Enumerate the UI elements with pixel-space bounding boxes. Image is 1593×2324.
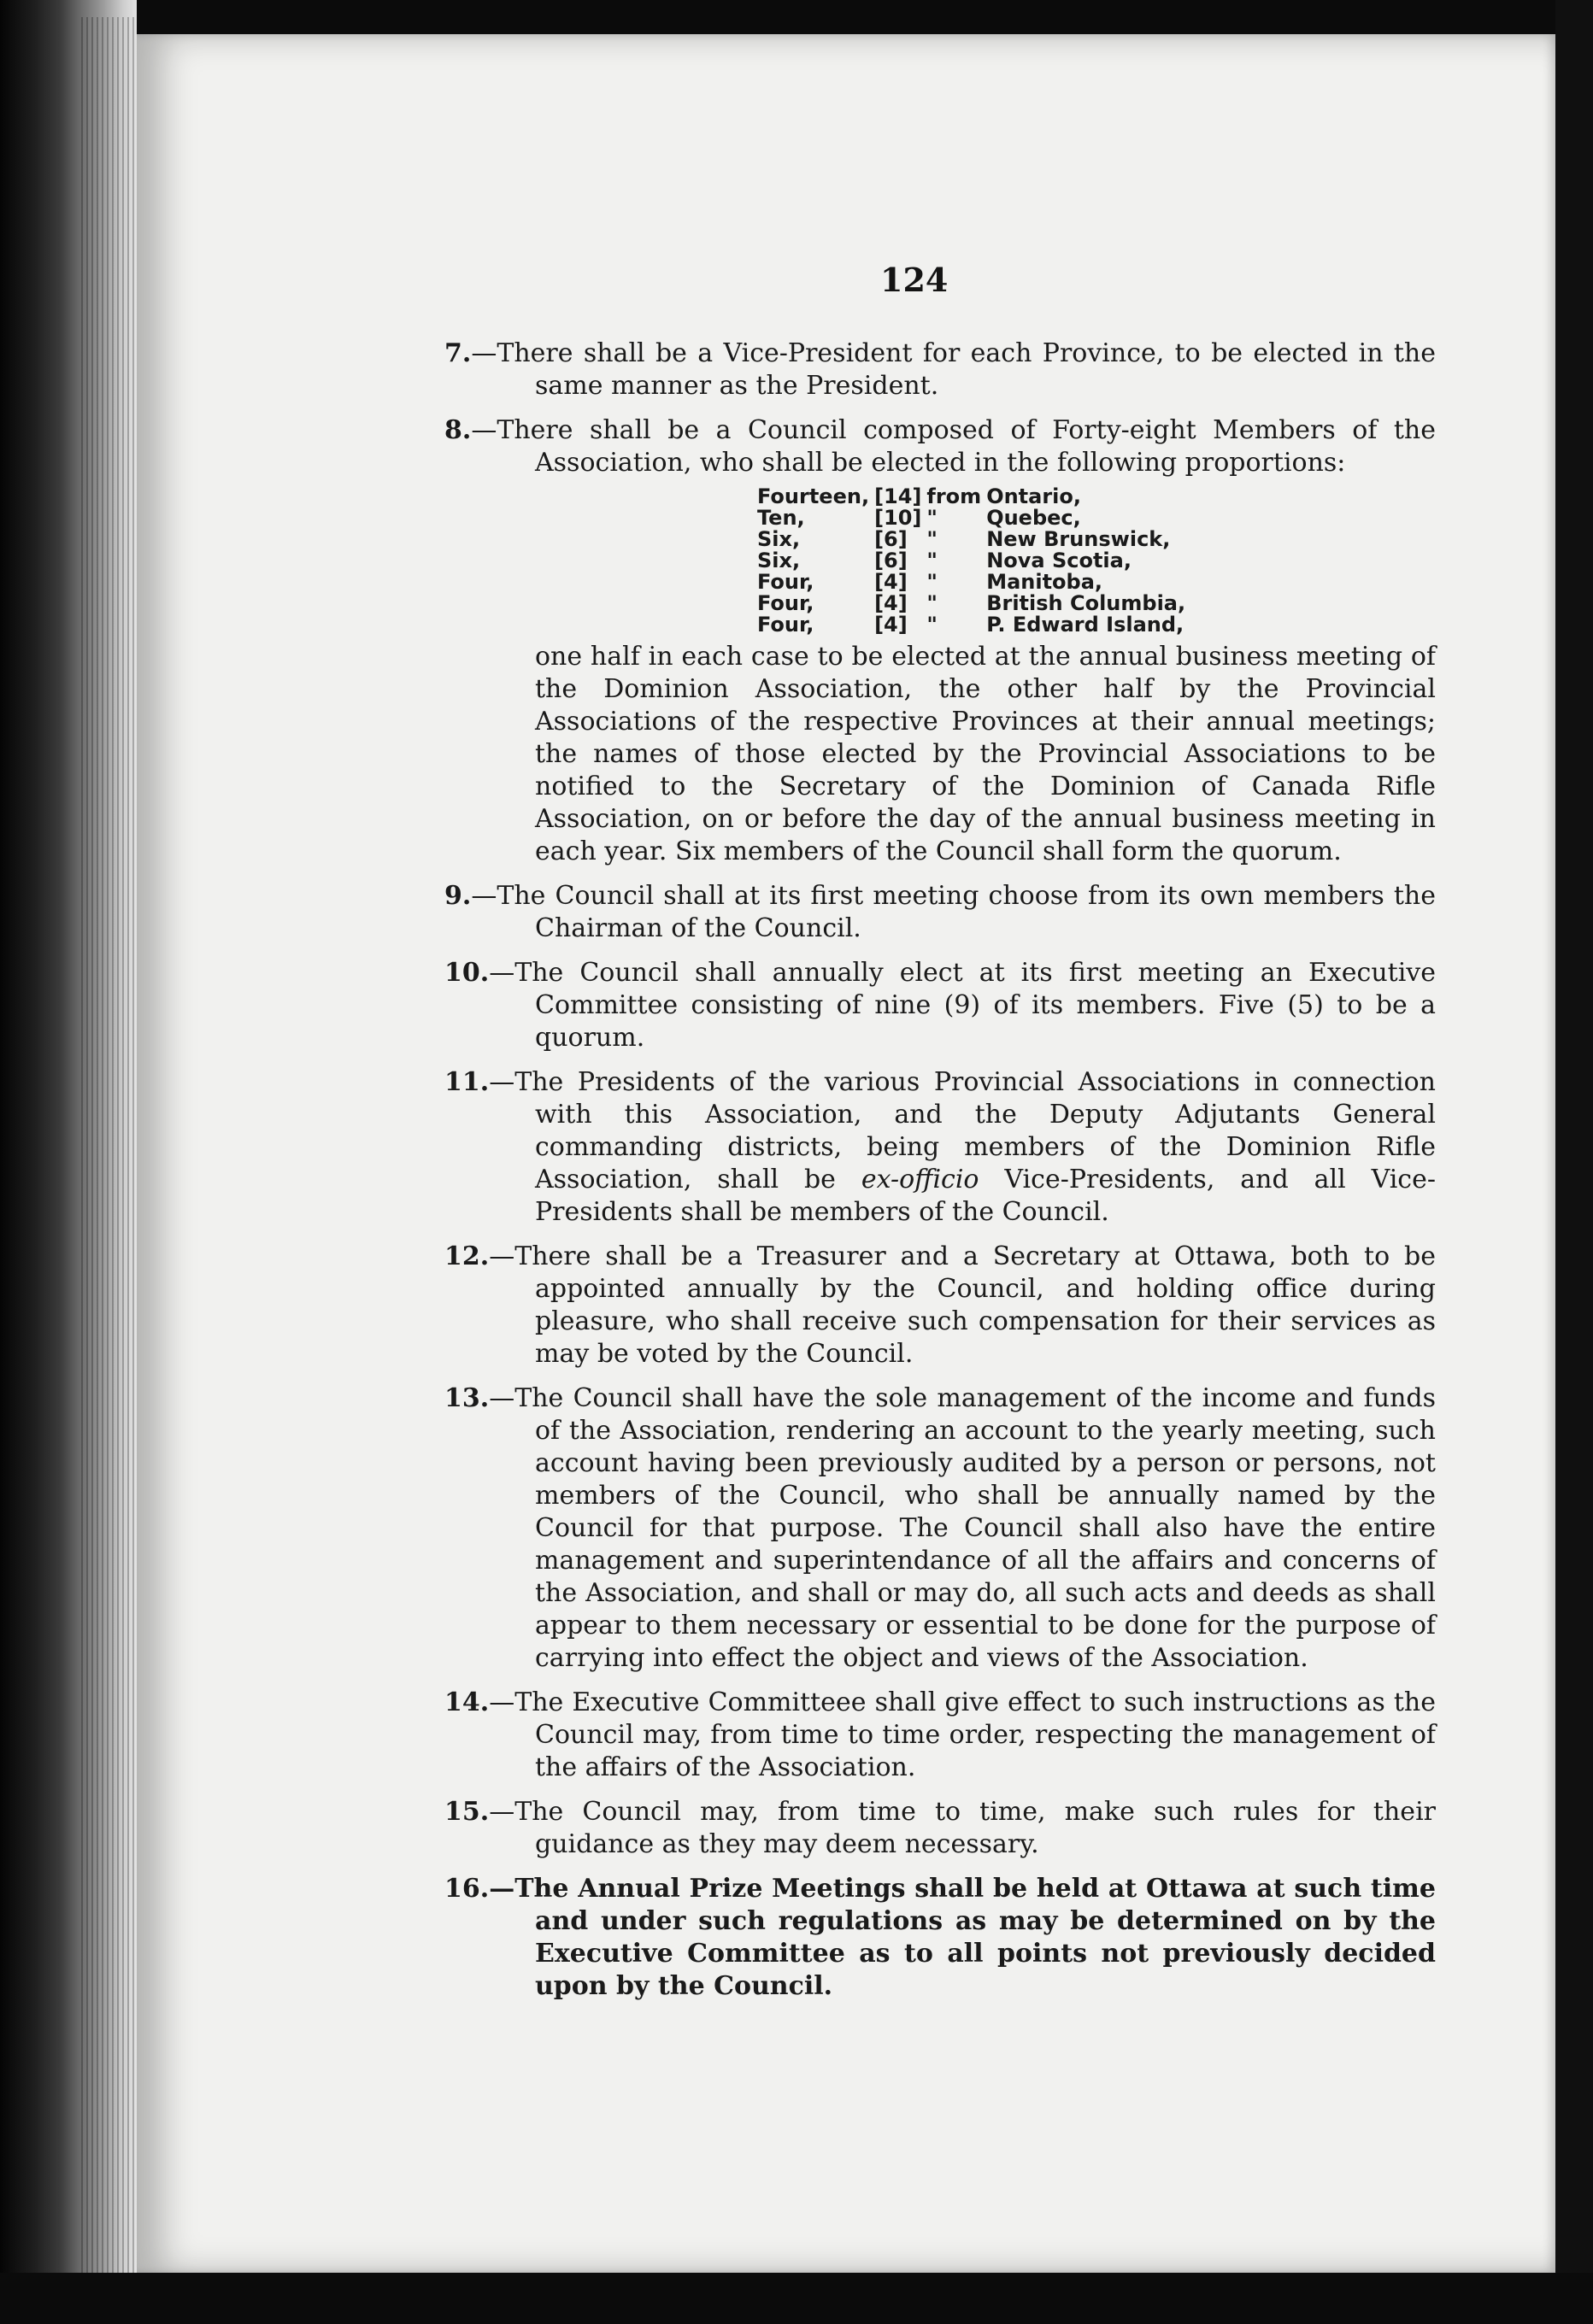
distribution-row [757,614,1190,636]
distribution-count-number: [6] [874,549,908,572]
scan-bottom-border [0,2273,1593,2324]
paragraph-text: —There shall be a Council composed of Forty-eight Members of the Association, who shall be elected in the following proportions: [471,415,1436,478]
paragraph-text: —The Council may, from time to time, make such rules for their guidance as they may deem necessary. [489,1797,1436,1859]
council-distribution-table [757,486,1190,636]
ex-officio-term: ex-officio [861,1165,979,1194]
paragraph-number: 12. [444,1241,490,1271]
distribution-count-words: Ten, [757,506,805,530]
distribution-row [757,529,1190,550]
distribution-count-words: Six, [757,527,801,551]
paragraph-number: 16. [444,1874,490,1904]
distribution-province: Ontario, [986,484,1082,508]
paragraph-11 [444,1066,1436,1229]
paragraph-number: 11. [444,1067,490,1097]
paragraph-8-continued: one half in each case to be elected at the annual business meeting of the Dominion Association, the other half by the Provincial Associations of the respective Provinces at their annual meetings; the names of those elected by the Provincial Associations to be notified to the Secretary of the Dominion of Canada Rifle Association, on or before the day of the annual business meeting in each year. Six members of the Council shall form the quorum. [535,642,1436,866]
paragraph-text: —The Executive Committeee shall give effect to such instructions as the Council may, from time to time order, respecting the management of the affairs of the Association. [489,1687,1436,1782]
paragraph-10 [444,957,1436,1054]
paragraph-text: —There shall be a Treasurer and a Secretary at Ottawa, both to be appointed annually by the Council, and holding office during pleasure, who shall receive such compensation for their services as may be voted by the Council. [489,1241,1436,1369]
distribution-province: New Brunswick, [986,527,1171,551]
paragraph-7 [444,337,1436,402]
page-edges [81,17,137,2307]
paragraph-text: —The Council shall at its first meeting choose from its own members the Chairman of the Council. [471,881,1436,943]
paragraph-14 [444,1687,1436,1784]
paragraph-number: 15. [444,1797,490,1827]
paragraph-15 [444,1796,1436,1861]
paragraph-13 [444,1382,1436,1675]
distribution-from: " [926,506,938,530]
distribution-count-words: Six, [757,549,801,572]
paragraph-text: —The Annual Prize Meetings shall be held at Ottawa at such time and under such regulations as may be determined on by the Executive Committee as to all points not previously decided upon by the Council. [489,1874,1436,2001]
paragraph-text: Vice-Presidents, and all Vice-Presidents shall be members of the Council. [535,1165,1436,1227]
paragraph-8 [444,414,1436,479]
paragraph-number: 13. [444,1383,490,1413]
distribution-from: " [926,570,938,594]
paragraph-text: —There shall be a Vice-President for each Province, to be elected in the same manner as the President. [471,338,1436,401]
distribution-province: Nova Scotia, [986,549,1132,572]
distribution-province: P. Edward Island, [986,613,1184,637]
distribution-from: " [926,527,938,551]
distribution-row [757,508,1190,529]
distribution-from: " [926,613,938,637]
distribution-from: " [926,591,938,615]
distribution-count-number: [10] [874,506,922,530]
paragraph-text: —The Presidents of the various Provincial Associations in connection with this Association, and the Deputy Adjutants General commanding districts, being members of the Dominion Rifle Association, shall be [489,1067,1436,1194]
paragraph-number: 8. [444,415,472,445]
distribution-province: British Columbia, [986,591,1186,615]
distribution-count-words: Four, [757,570,814,594]
paragraph-16 [444,1873,1436,2003]
distribution-count-number: [4] [874,613,908,637]
paragraph-number: 7. [444,338,472,368]
scan-right-border [1555,0,1593,2324]
distribution-count-number: [14] [874,484,922,508]
distribution-province: Quebec, [986,506,1081,530]
paragraph-9 [444,880,1436,945]
paragraph-text: —The Council shall have the sole management of the income and funds of the Association, rendering an account to the yearly meeting, such account having been previously audited by a person or persons, not members of the Council, who shall be annually named by the Council for that purpose. The Council shall also have the entire management and superintendance of all the affairs and concerns of the Association, and shall or may do, all such acts and deeds as shall appear to them necessary or essential to be done for the purpose of carrying into effect the object and views of the Association. [489,1383,1436,1673]
distribution-from: " [926,549,938,572]
distribution-count-words: Four, [757,613,814,637]
page-number: 124 [880,261,949,299]
paragraph-number: 14. [444,1687,490,1717]
distribution-from: from [926,484,982,508]
scan-top-border [0,0,1593,34]
distribution-row [757,593,1190,614]
distribution-count-words: Four, [757,591,814,615]
distribution-province: Manitoba, [986,570,1103,594]
distribution-count-number: [4] [874,570,908,594]
page-body [444,337,1436,2015]
paragraph-number: 9. [444,881,472,911]
paragraph-text: —The Council shall annually elect at its first meeting an Executive Committee consisting of nine (9) of its members. Five (5) to be a quorum. [489,958,1436,1053]
paragraph-number: 10. [444,958,490,988]
paragraph-12 [444,1241,1436,1370]
distribution-row [757,550,1190,572]
book-spine [0,0,137,2324]
distribution-row [757,572,1190,593]
distribution-row [757,486,1190,508]
distribution-count-number: [6] [874,527,908,551]
distribution-count-words: Fourteen, [757,484,870,508]
distribution-count-number: [4] [874,591,908,615]
